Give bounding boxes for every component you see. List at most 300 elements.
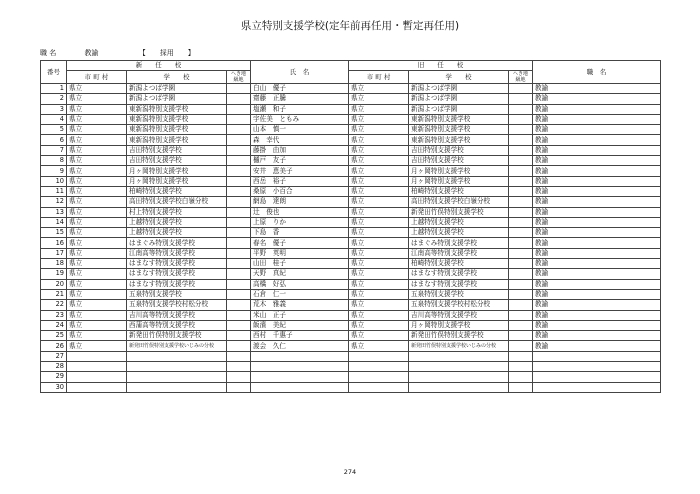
row-old-city: 県立: [349, 300, 409, 310]
row-school: 新発田竹俣特別支援学校: [127, 331, 227, 341]
row-name: 高橋 好弘: [251, 279, 349, 289]
row-city: 県立: [67, 166, 127, 176]
row-position: 教諭: [533, 269, 661, 279]
row-position: 教諭: [533, 156, 661, 166]
row-position: 教諭: [533, 310, 661, 320]
row-remote: [227, 166, 251, 176]
row-old-remote: [509, 186, 533, 196]
row-remote: [227, 372, 251, 382]
row-name: 春名 優子: [251, 238, 349, 248]
table-row: [41, 104, 661, 114]
table-row: [41, 362, 661, 372]
row-position: 教諭: [533, 176, 661, 186]
col-number: 番号: [41, 61, 67, 84]
row-number: 3: [41, 104, 67, 114]
row-old-remote: [509, 351, 533, 361]
row-name: [251, 382, 349, 392]
row-number: 30: [41, 382, 67, 392]
row-old-school: 月ヶ岡特別支援学校: [409, 320, 509, 330]
row-position: 教諭: [533, 248, 661, 258]
row-old-remote: [509, 166, 533, 176]
row-number: 16: [41, 238, 67, 248]
row-position: 教諭: [533, 197, 661, 207]
row-old-city: 県立: [349, 125, 409, 135]
row-position: 教諭: [533, 186, 661, 196]
table-row: [41, 228, 661, 238]
row-name: 荒木 雅義: [251, 300, 349, 310]
row-number: 29: [41, 372, 67, 382]
row-name: 西岳 裕子: [251, 176, 349, 186]
row-remote: [227, 217, 251, 227]
row-position: [533, 362, 661, 372]
row-city: 県立: [67, 145, 127, 155]
row-city: 県立: [67, 228, 127, 238]
row-name: 宇佐美 ともみ: [251, 114, 349, 124]
row-name: 安井 恵美子: [251, 166, 349, 176]
row-old-city: 県立: [349, 310, 409, 320]
table-row: [41, 166, 661, 176]
row-school: はまなす特別支援学校: [127, 259, 227, 269]
row-school: 東新潟特別支援学校: [127, 104, 227, 114]
row-old-city: 県立: [349, 269, 409, 279]
row-name: 山本 慎一: [251, 125, 349, 135]
row-old-remote: [509, 238, 533, 248]
table-row: [41, 197, 661, 207]
position-value: 教諭: [84, 49, 99, 57]
row-old-remote: [509, 331, 533, 341]
row-old-school: はまなす特別支援学校: [409, 269, 509, 279]
row-school: 西蒲高等特別支援学校: [127, 320, 227, 330]
row-position: 教諭: [533, 135, 661, 145]
row-position: 教諭: [533, 228, 661, 238]
col-old-school: 旧 任 校: [349, 61, 533, 71]
row-old-school: 五泉特別支援学校村松分校: [409, 300, 509, 310]
row-old-city: 県立: [349, 320, 409, 330]
row-name: 山田 桂子: [251, 259, 349, 269]
row-old-city: 県立: [349, 156, 409, 166]
row-number: 22: [41, 300, 67, 310]
row-city: 県立: [67, 125, 127, 135]
row-number: 24: [41, 320, 67, 330]
row-remote: [227, 300, 251, 310]
row-old-school: 月ヶ岡特別支援学校: [409, 166, 509, 176]
row-old-remote: [509, 125, 533, 135]
row-name: 下島 香: [251, 228, 349, 238]
row-old-remote: [509, 228, 533, 238]
row-old-school: 柏崎特別支援学校: [409, 186, 509, 196]
row-old-school: 上越特別支援学校: [409, 228, 509, 238]
table-row: [41, 84, 661, 94]
table-row: [41, 248, 661, 258]
row-old-school: 新潟よつば学園: [409, 94, 509, 104]
row-remote: [227, 207, 251, 217]
row-city: 県立: [67, 104, 127, 114]
row-position: 教諭: [533, 279, 661, 289]
col-old-remote: へき地級地: [509, 71, 533, 84]
table-row: [41, 341, 661, 351]
col-city: 市 町 村: [67, 71, 127, 84]
row-remote: [227, 331, 251, 341]
col-position: 職 名: [533, 61, 661, 84]
row-old-remote: [509, 372, 533, 382]
row-old-city: 県立: [349, 197, 409, 207]
col-new-school: 新 任 校: [67, 61, 251, 71]
row-remote: [227, 289, 251, 299]
row-remote: [227, 176, 251, 186]
row-school: はまぐみ特別支援学校: [127, 238, 227, 248]
row-name: [251, 351, 349, 361]
col-remote: へき地級地: [227, 71, 251, 84]
row-city: 県立: [67, 217, 127, 227]
row-city: 県立: [67, 135, 127, 145]
row-old-school: [409, 351, 509, 361]
row-remote: [227, 259, 251, 269]
row-name: 辻 俊也: [251, 207, 349, 217]
table-row: [41, 207, 661, 217]
row-old-city: 県立: [349, 145, 409, 155]
row-school: 新潟よつば学園: [127, 84, 227, 94]
row-old-remote: [509, 84, 533, 94]
row-school: [127, 382, 227, 392]
row-number: 18: [41, 259, 67, 269]
row-name: 白山 優子: [251, 84, 349, 94]
table-row: [41, 310, 661, 320]
row-name: 塩瀬 和子: [251, 104, 349, 114]
row-name: [251, 372, 349, 382]
row-position: 教諭: [533, 125, 661, 135]
row-position: 教諭: [533, 331, 661, 341]
row-old-school: 柏崎特別支援学校: [409, 259, 509, 269]
row-old-remote: [509, 145, 533, 155]
page-title: 県立特別支援学校(定年前再任用・暫定再任用): [240, 20, 460, 32]
row-old-school: はまなす特別支援学校: [409, 279, 509, 289]
row-school: [127, 372, 227, 382]
row-name: 飯濱 美紀: [251, 320, 349, 330]
row-old-school: [409, 382, 509, 392]
row-remote: [227, 135, 251, 145]
row-remote: [227, 362, 251, 372]
row-city: [67, 362, 127, 372]
row-old-school: 新発田竹俣特別支援学校: [409, 331, 509, 341]
row-old-school: 吉田特別支援学校: [409, 145, 509, 155]
table-row: [41, 217, 661, 227]
row-old-school: 高田特別支援学校白嶺分校: [409, 197, 509, 207]
row-old-remote: [509, 135, 533, 145]
row-city: 県立: [67, 289, 127, 299]
row-school: 吉田特別支援学校: [127, 156, 227, 166]
row-remote: [227, 320, 251, 330]
row-number: 23: [41, 310, 67, 320]
row-old-remote: [509, 197, 533, 207]
row-position: 教諭: [533, 104, 661, 114]
row-city: 県立: [67, 114, 127, 124]
row-city: 県立: [67, 84, 127, 94]
row-position: 教諭: [533, 300, 661, 310]
row-city: 県立: [67, 279, 127, 289]
row-number: 5: [41, 125, 67, 135]
row-number: 10: [41, 176, 67, 186]
row-name: 樋戸 友子: [251, 156, 349, 166]
row-number: 26: [41, 341, 67, 351]
row-city: 県立: [67, 248, 127, 258]
row-position: 教諭: [533, 166, 661, 176]
row-old-city: 県立: [349, 289, 409, 299]
header-line: [40, 48, 203, 58]
row-number: 14: [41, 217, 67, 227]
row-old-city: 県立: [349, 259, 409, 269]
row-name: 天野 真紀: [251, 269, 349, 279]
table-row: [41, 135, 661, 145]
table-row: [41, 176, 661, 186]
row-number: 13: [41, 207, 67, 217]
row-position: 教諭: [533, 341, 661, 351]
row-old-school: 吉田特別支援学校: [409, 156, 509, 166]
row-old-remote: [509, 207, 533, 217]
row-remote: [227, 94, 251, 104]
row-old-city: [349, 362, 409, 372]
position-label: 職 名: [40, 49, 57, 57]
assignment-table: [40, 60, 661, 393]
table-row: [41, 145, 661, 155]
row-school: 高田特別支援学校白嶺分校: [127, 197, 227, 207]
row-position: 教諭: [533, 289, 661, 299]
row-remote: [227, 382, 251, 392]
row-remote: [227, 114, 251, 124]
row-remote: [227, 145, 251, 155]
row-city: 県立: [67, 197, 127, 207]
row-city: 県立: [67, 300, 127, 310]
row-old-city: 県立: [349, 248, 409, 258]
row-old-school: 五泉特別支援学校: [409, 289, 509, 299]
row-school: 柏崎特別支援学校: [127, 186, 227, 196]
row-name: 渡会 久仁: [251, 341, 349, 351]
row-remote: [227, 341, 251, 351]
row-remote: [227, 156, 251, 166]
row-name: 米山 正子: [251, 310, 349, 320]
col-old-school-name: 学 校: [409, 71, 509, 84]
page-number: 274: [343, 468, 357, 476]
row-old-school: 東新潟特別支援学校: [409, 125, 509, 135]
row-city: 県立: [67, 310, 127, 320]
row-old-remote: [509, 217, 533, 227]
row-old-school: 新潟よつば学園: [409, 84, 509, 94]
row-name: 平野 英明: [251, 248, 349, 258]
row-school: 上越特別支援学校: [127, 228, 227, 238]
row-city: 県立: [67, 94, 127, 104]
row-city: 県立: [67, 176, 127, 186]
row-name: 石倉 仁一: [251, 289, 349, 299]
row-school: 新潟よつば学園: [127, 94, 227, 104]
row-number: 8: [41, 156, 67, 166]
row-city: 県立: [67, 259, 127, 269]
row-old-school: 新潟よつば学園: [409, 104, 509, 114]
row-old-school: 新発田竹俣特別支援学校いじみの分校: [409, 341, 509, 351]
row-city: [67, 382, 127, 392]
row-school: 東新潟特別支援学校: [127, 135, 227, 145]
table-row: [41, 300, 661, 310]
row-old-remote: [509, 341, 533, 351]
row-name: 森 幸代: [251, 135, 349, 145]
row-old-remote: [509, 289, 533, 299]
row-old-city: 県立: [349, 228, 409, 238]
row-school: 吉田特別支援学校: [127, 145, 227, 155]
row-old-city: 県立: [349, 94, 409, 104]
row-old-school: 月ヶ岡特別支援学校: [409, 176, 509, 186]
row-remote: [227, 248, 251, 258]
row-position: 教諭: [533, 320, 661, 330]
row-number: 28: [41, 362, 67, 372]
row-remote: [227, 125, 251, 135]
row-old-remote: [509, 269, 533, 279]
row-city: 県立: [67, 341, 127, 351]
table-row: [41, 382, 661, 392]
table-row: [41, 94, 661, 104]
row-old-school: [409, 372, 509, 382]
row-school: 東新潟特別支援学校: [127, 125, 227, 135]
row-position: 教諭: [533, 145, 661, 155]
row-remote: [227, 186, 251, 196]
row-old-city: [349, 382, 409, 392]
row-old-city: 県立: [349, 84, 409, 94]
col-old-city: 市 町 村: [349, 71, 409, 84]
row-number: 2: [41, 94, 67, 104]
table-row: [41, 372, 661, 382]
table-row: [41, 331, 661, 341]
row-school: [127, 362, 227, 372]
row-remote: [227, 269, 251, 279]
row-remote: [227, 197, 251, 207]
row-remote: [227, 310, 251, 320]
row-old-school: はまぐみ特別支援学校: [409, 238, 509, 248]
row-old-remote: [509, 94, 533, 104]
row-city: 県立: [67, 207, 127, 217]
row-old-city: 県立: [349, 207, 409, 217]
row-old-remote: [509, 176, 533, 186]
row-number: 6: [41, 135, 67, 145]
row-remote: [227, 104, 251, 114]
row-old-school: [409, 362, 509, 372]
row-number: 1: [41, 84, 67, 94]
row-old-remote: [509, 114, 533, 124]
row-old-city: 県立: [349, 341, 409, 351]
table-row: [41, 238, 661, 248]
row-number: 4: [41, 114, 67, 124]
row-name: 網島 達朗: [251, 197, 349, 207]
row-position: 教諭: [533, 259, 661, 269]
row-old-remote: [509, 382, 533, 392]
row-position: 教諭: [533, 94, 661, 104]
row-school: はまなす特別支援学校: [127, 279, 227, 289]
row-old-city: 県立: [349, 166, 409, 176]
row-old-school: 新発田竹俣特別支援学校: [409, 207, 509, 217]
row-position: 教諭: [533, 207, 661, 217]
row-name: 桑原 小百合: [251, 186, 349, 196]
row-old-city: [349, 372, 409, 382]
row-old-city: 県立: [349, 135, 409, 145]
row-name: 藤掛 由加: [251, 145, 349, 155]
row-old-school: 東新潟特別支援学校: [409, 114, 509, 124]
row-old-city: 県立: [349, 104, 409, 114]
row-old-remote: [509, 259, 533, 269]
row-old-remote: [509, 104, 533, 114]
row-old-city: [349, 351, 409, 361]
table-row: [41, 320, 661, 330]
row-school: 新発田竹俣特別支援学校いじみの分校: [127, 341, 227, 351]
row-old-city: 県立: [349, 176, 409, 186]
row-old-remote: [509, 362, 533, 372]
row-number: 12: [41, 197, 67, 207]
row-old-school: 江南高等特別支援学校: [409, 248, 509, 258]
row-number: 19: [41, 269, 67, 279]
table-row: [41, 259, 661, 269]
row-position: 教諭: [533, 84, 661, 94]
row-school: 江南高等特別支援学校: [127, 248, 227, 258]
row-city: 県立: [67, 269, 127, 279]
row-school: 月ヶ岡特別支援学校: [127, 176, 227, 186]
row-old-remote: [509, 279, 533, 289]
row-old-remote: [509, 156, 533, 166]
row-old-city: 県立: [349, 114, 409, 124]
row-old-remote: [509, 320, 533, 330]
table-row: [41, 269, 661, 279]
row-number: 17: [41, 248, 67, 258]
row-remote: [227, 228, 251, 238]
row-remote: [227, 351, 251, 361]
row-number: 25: [41, 331, 67, 341]
row-position: 教諭: [533, 217, 661, 227]
row-school: [127, 351, 227, 361]
row-school: 五泉特別支援学校村松分校: [127, 300, 227, 310]
row-city: 県立: [67, 186, 127, 196]
row-city: 県立: [67, 238, 127, 248]
row-name: 西村 千惠子: [251, 331, 349, 341]
row-school: 吉川高等特別支援学校: [127, 310, 227, 320]
row-remote: [227, 238, 251, 248]
row-old-city: 県立: [349, 279, 409, 289]
row-position: 教諭: [533, 238, 661, 248]
row-old-remote: [509, 300, 533, 310]
row-old-school: 東新潟特別支援学校: [409, 135, 509, 145]
table-row: [41, 289, 661, 299]
row-city: [67, 372, 127, 382]
row-number: 27: [41, 351, 67, 361]
row-number: 7: [41, 145, 67, 155]
row-name: 齋藤 正騰: [251, 94, 349, 104]
row-old-remote: [509, 310, 533, 320]
col-school: 学 校: [127, 71, 227, 84]
table-row: [41, 351, 661, 361]
row-position: [533, 372, 661, 382]
row-position: [533, 382, 661, 392]
row-old-school: 上越特別支援学校: [409, 217, 509, 227]
col-name: 氏 名: [251, 61, 349, 84]
row-number: 15: [41, 228, 67, 238]
row-number: 20: [41, 279, 67, 289]
hire-type: 【 採用 】: [138, 49, 195, 57]
table-row: [41, 114, 661, 124]
row-remote: [227, 279, 251, 289]
row-school: 上越特別支援学校: [127, 217, 227, 227]
table-row: [41, 279, 661, 289]
table-row: [41, 125, 661, 135]
row-school: 月ヶ岡特別支援学校: [127, 166, 227, 176]
row-school: 村上特別支援学校: [127, 207, 227, 217]
row-city: [67, 351, 127, 361]
row-old-city: 県立: [349, 217, 409, 227]
row-school: 五泉特別支援学校: [127, 289, 227, 299]
row-remote: [227, 84, 251, 94]
row-city: 県立: [67, 320, 127, 330]
